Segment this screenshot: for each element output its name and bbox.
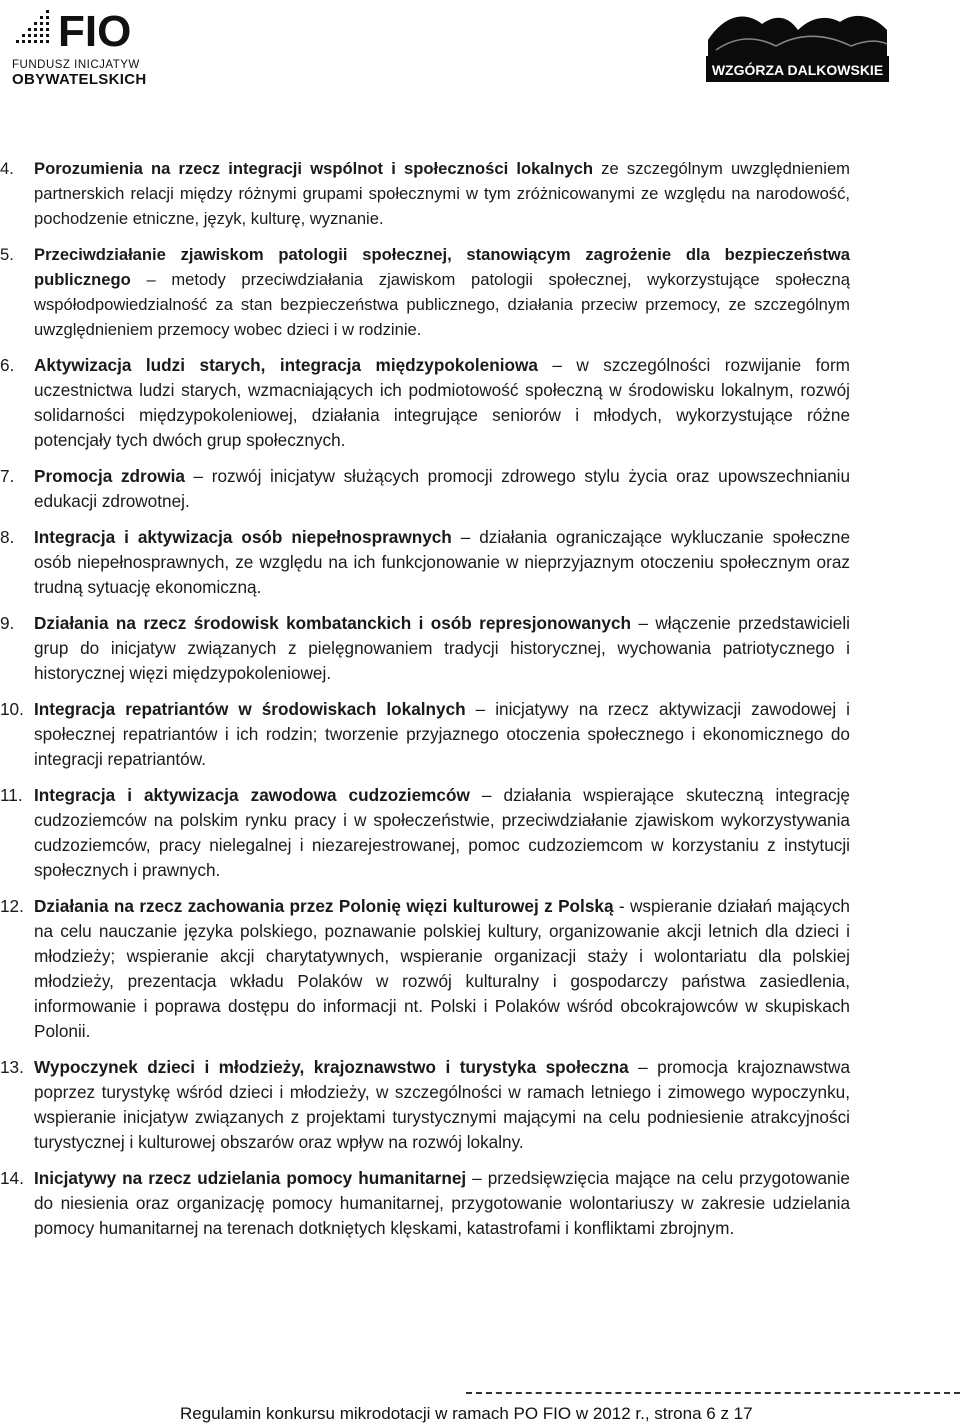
footer-divider <box>466 1392 960 1394</box>
item-number: 6. <box>0 355 15 375</box>
item-title: Porozumienia na rzecz integracji wspólnot i społeczności lokalnych <box>34 159 593 178</box>
partner-logo-text: WZGÓRZA DALKOWSKIE <box>711 62 884 78</box>
item-title: Integracja repatriantów w środowiskach lokalnych <box>34 699 466 719</box>
item-body: - wspieranie działań mających na celu nauczanie języka polskiego, poznawanie polskiej kultury, organizowanie akcji letnich dla dzieci i młodzieży; wspieranie akcji charytatywnych, wspieranie organizacji staży i wolontariatu dla polskiej młodzieży, prezentacja wkładu Polaków w rozwój kulturalny i gospodarczy państwa zasiedlenia, informowanie i poprawa dostępu do informacji nt. Polski i Polaków wśród obcokrajowców w skupiskach Polonii. <box>34 896 850 1041</box>
list-item <box>0 156 960 231</box>
fio-logo <box>10 8 170 88</box>
item-title: Integracja i aktywizacja zawodowa cudzoziemców <box>34 785 470 805</box>
fio-logo-mark: FIO <box>58 8 132 56</box>
item-number: 5. <box>0 245 14 264</box>
item-body: – włączenie przedstawicieli grup do inicjatyw związanych z pielęgnowaniem tradycji historycznej, wychowania patriotycznego i historycznej więzi międzypokoleniowej. <box>34 613 850 683</box>
item-title: Inicjatywy na rzecz udzielania pomocy humanitarnej <box>34 1168 467 1188</box>
item-body: – promocja krajoznawstwa poprzez turystykę wśród dzieci i młodzieży, w szczególności w ramach letniego i zimowego wypoczynku, wspieranie inicjatyw związanych z projektami turystycznymi mającymi na celu podniesienie atrakcyjności turystycznej i kulturowej obszarów oraz wpływ na rozwój lokalny. <box>34 1057 851 1152</box>
item-number: 8. <box>0 527 15 547</box>
list-item <box>0 1055 960 1155</box>
list-item <box>0 525 960 600</box>
item-number: 11. <box>0 785 23 805</box>
item-body: – działania wspierające skuteczną integrację cudzoziemców na polskim rynku pracy i w społeczeństwie, przeciwdziałanie zjawiskom wykorzystywania cudzoziemców, pracy nielegalnej i niezarejestrowanej, pomoc cudzoziemcom w korzystaniu z instytucji społecznych i prawnych. <box>34 785 850 880</box>
item-body: – rozwój inicjatyw służących promocji zdrowego stylu życia oraz upowszechnianiu edukacji zdrowotnej. <box>34 466 851 511</box>
wzgorza-dalkowskie-logo <box>706 6 889 82</box>
fio-dots-mark <box>16 10 49 43</box>
fio-logo-line1: FUNDUSZ INICJATYW <box>12 59 140 71</box>
item-body: – przedsięwzięcia mające na celu przygotowanie do niesienia oraz organizację pomocy humanitarnej, przygotowanie wolontariuszy w zakresie udzielania pomocy humanitarnej na terenach dotkniętych klęskami, katastrofami i konfliktami zbrojnym. <box>34 1168 850 1238</box>
item-body: – inicjatywy na rzecz aktywizacji zawodowej i społecznej repatriantów i ich rodzin; tworzenie przyjaznego otoczenia społecznego i ekonomicznego do integracji repatriantów. <box>34 699 850 769</box>
item-number: 4. <box>0 159 14 178</box>
item-body: – w szczególności rozwijanie form uczestnictwa ludzi starych, wzmacniających ich podmiotowość społeczną w środowisku lokalnym, rozwój solidarności międzypokoleniowej, działania integrujące seniorów i młodych, wykorzystujące różne potencjały tych dwóch grup społecznych. <box>34 355 850 450</box>
item-title: Przeciwdziałanie zjawiskom patologii społecznej, stanowiącym zagrożenie dla bezpieczeństwa publicznego <box>34 245 850 289</box>
list-item <box>0 894 960 1044</box>
item-number: 9. <box>0 613 15 633</box>
item-number: 13. <box>0 1057 24 1077</box>
item-title: Wypoczynek dzieci i młodzieży, krajoznawstwo i turystyka społeczna <box>34 1057 629 1077</box>
list-item <box>0 611 960 686</box>
list-item <box>0 1166 960 1241</box>
item-number: 12. <box>0 896 24 916</box>
list-item <box>0 697 960 772</box>
item-title: Promocja zdrowia <box>34 466 185 486</box>
item-title: Integracja i aktywizacja osób niepełnosprawnych <box>34 527 452 547</box>
list-item <box>0 783 960 883</box>
item-number: 7. <box>0 466 15 486</box>
item-number: 10. <box>0 699 24 719</box>
item-title: Działania na rzecz zachowania przez Polonię więzi kulturowej z Polską <box>34 896 614 916</box>
item-body: – działania ograniczające wykluczanie społeczne osób niepełnosprawnych, ze względu na ich funkcjonowanie w nieprzyjaznym otoczeniu społecznym oraz trudną sytuację ekonomiczną. <box>34 527 850 597</box>
page-footer: Regulamin konkursu mikrodotacji w ramach PO FIO w 2012 r., strona 6 z 17 <box>180 1404 753 1423</box>
list-item <box>0 242 960 342</box>
item-title: Aktywizacja ludzi starych, integracja międzypokoleniowa <box>34 355 538 375</box>
fio-logo-line2: OBYWATELSKICH <box>12 71 147 88</box>
item-body: – metody przeciwdziałania zjawiskom patologii społecznej, wykorzystujące społeczną współodpowiedzialność za stan bezpieczeństwa publicznego, działania przeciw przemocy, ze szczególnym uwzględnieniem przemocy wobec dzieci i w rodzinie. <box>34 270 850 339</box>
document-body <box>0 156 960 1252</box>
item-body: ze szczególnym uwzględnieniem partnerskich relacji między różnymi grupami społecznymi w tym zróżnicowanymi ze względu na narodowość, pochodzenie etniczne, język, kulturę, wyznanie. <box>34 159 850 228</box>
list-item <box>0 464 960 514</box>
item-number: 14. <box>0 1168 24 1188</box>
list-item <box>0 353 960 453</box>
item-title: Działania na rzecz środowisk kombatanckich i osób represjonowanych <box>34 613 632 633</box>
